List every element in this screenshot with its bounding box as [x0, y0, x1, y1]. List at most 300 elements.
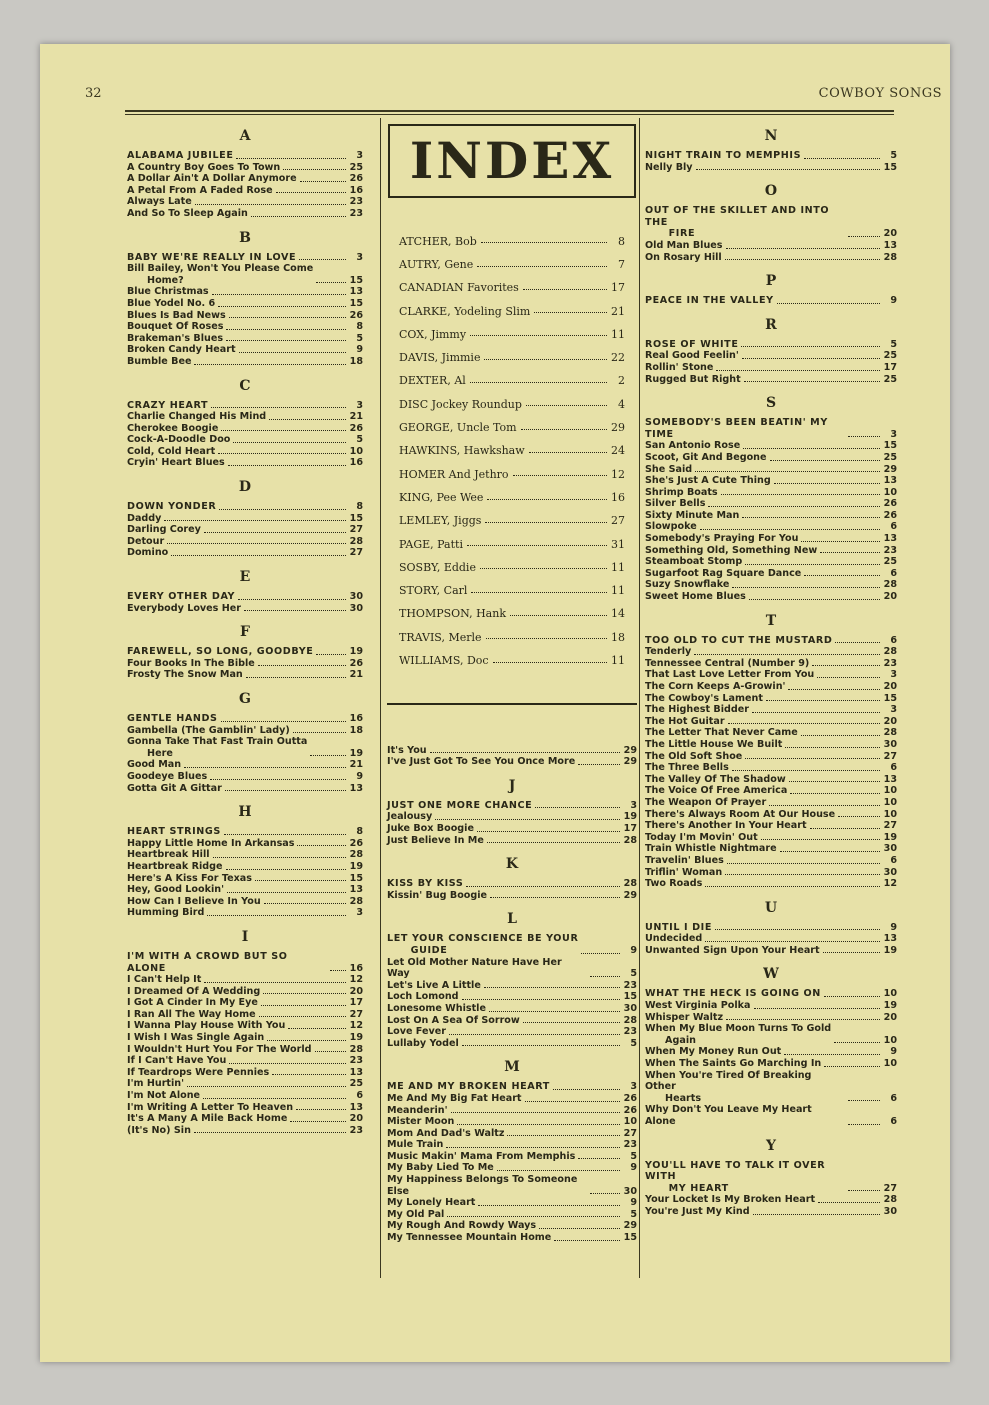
song-entry [127, 591, 363, 603]
artist-entry [387, 573, 637, 596]
song-entry [127, 907, 363, 919]
song-page: 6 [890, 762, 897, 774]
song-entry [645, 1058, 897, 1070]
song-title: Undecided [645, 933, 703, 945]
song-title: Tenderly [645, 646, 692, 658]
song-entry [387, 745, 637, 757]
dot-leader [493, 662, 607, 663]
song-entry [127, 1055, 363, 1067]
song-title: Charlie Changed His Mind [127, 411, 267, 423]
song-page: 28 [883, 646, 897, 658]
song-page: 5 [890, 338, 897, 350]
song-page: 13 [349, 782, 363, 794]
dot-leader [171, 555, 346, 556]
artist-page: 11 [611, 654, 625, 668]
song-page: 3 [356, 150, 363, 161]
song-title: How Can I Believe In You [127, 895, 261, 907]
song-entry [645, 704, 897, 716]
song-page: 20 [349, 985, 363, 997]
song-entry [387, 1026, 637, 1038]
song-entry [127, 457, 363, 469]
song-entry [127, 446, 363, 458]
song-title: YOU'LL HAVE TO TALK IT OVER WITH MY HEART [645, 1159, 826, 1194]
song-entry [645, 252, 897, 264]
song-title: Heartbreak Ridge [127, 860, 223, 872]
song-entry [387, 1197, 637, 1209]
dot-leader [726, 248, 881, 249]
dot-leader [466, 886, 620, 887]
song-entry [645, 751, 897, 763]
song-entry [387, 1128, 637, 1140]
song-title: Somebody's Praying For You [645, 533, 799, 545]
song-entry [127, 725, 363, 737]
song-entry [387, 933, 637, 956]
dot-leader [789, 781, 880, 782]
song-page: 25 [883, 556, 897, 568]
song-page: 25 [883, 451, 897, 463]
dot-leader [784, 1054, 880, 1055]
song-page: 16 [349, 184, 363, 196]
song-page: 6 [890, 634, 897, 646]
dot-leader [823, 952, 880, 953]
song-page: 20 [883, 681, 897, 692]
song-entry [645, 521, 897, 533]
dot-leader [238, 599, 346, 600]
song-page: 20 [883, 591, 897, 603]
dot-leader [457, 1124, 620, 1125]
dot-leader [297, 845, 346, 846]
song-title: ALABAMA JUBILEE [127, 150, 234, 161]
dot-leader [535, 807, 620, 808]
artist-page: 7 [618, 258, 625, 271]
dot-leader [259, 1016, 346, 1017]
song-entry [127, 434, 363, 446]
song-title: And So To Sleep Again [127, 207, 248, 219]
dot-leader [255, 880, 346, 881]
song-entry [127, 400, 363, 412]
song-page: 27 [883, 750, 897, 762]
song-entry [645, 1046, 897, 1058]
song-title: KISS BY KISS [387, 878, 464, 890]
song-page: 27 [623, 1127, 637, 1139]
dot-leader [754, 1008, 880, 1009]
song-entry [127, 986, 363, 998]
song-page: 28 [349, 849, 363, 861]
song-title: Sixty Minute Man [645, 509, 740, 521]
dot-leader [258, 665, 346, 666]
song-title: Happy Little Home In Arkansas [127, 837, 295, 849]
artist-name: THOMPSON, Hank [399, 607, 506, 621]
song-page: 25 [349, 1078, 363, 1090]
dot-leader [224, 834, 346, 835]
song-page: 26 [623, 1092, 637, 1104]
song-entry [645, 568, 897, 580]
song-title: LET YOUR CONSCIENCE BE YOUR GUIDE [387, 933, 579, 956]
artist-entry [387, 340, 637, 363]
dot-leader [296, 1109, 346, 1110]
song-page: 13 [349, 1066, 363, 1078]
song-title: It's You [387, 744, 427, 756]
song-page: 15 [349, 872, 363, 884]
dot-leader [749, 599, 880, 600]
dot-leader [251, 216, 346, 217]
song-entry [387, 1209, 637, 1221]
song-entry [127, 344, 363, 356]
song-page: 15 [883, 692, 897, 704]
dot-leader [529, 452, 607, 453]
dot-leader [226, 340, 346, 341]
dot-leader [727, 863, 880, 864]
song-title: Me And My Big Fat Heart [387, 1092, 522, 1104]
song-entry [645, 362, 897, 374]
song-title: BABY WE'RE REALLY IN LOVE [127, 251, 297, 263]
song-entry [127, 646, 363, 658]
song-entry [387, 1174, 637, 1197]
song-title: The Valley Of The Shadow [645, 773, 786, 785]
song-title: DOWN YONDER [127, 501, 217, 513]
dot-leader [753, 1214, 880, 1215]
artist-name: ATCHER, Bob [399, 234, 477, 248]
song-page: 15 [349, 512, 363, 524]
song-title: She's Just A Cute Thing [645, 475, 771, 487]
song-title: I Can't Help It [127, 974, 202, 986]
song-title: Daddy [127, 512, 162, 524]
song-title: Nelly Bly [645, 161, 693, 173]
song-title: The Highest Bidder [645, 704, 749, 716]
dot-leader [481, 242, 607, 243]
song-page: 10 [883, 1058, 897, 1070]
song-entry [387, 1081, 637, 1093]
song-entry [645, 591, 897, 603]
dot-leader [218, 453, 346, 454]
song-title: Blue Christmas [127, 286, 209, 298]
song-entry [127, 310, 363, 322]
song-title: ROSE OF WHITE [645, 338, 739, 350]
song-page: 3 [356, 251, 363, 263]
song-entry [127, 173, 363, 185]
artist-entry [387, 527, 637, 550]
dot-leader [204, 532, 346, 533]
song-page: 6 [356, 1090, 363, 1102]
dot-leader [523, 1022, 620, 1023]
index-section [387, 911, 637, 1049]
section-letter: C [239, 377, 251, 394]
song-title: When My Money Run Out [645, 1046, 782, 1058]
song-title: HEART STRINGS [127, 826, 221, 838]
index-section [645, 966, 897, 1127]
song-title: The Cowboy's Lament [645, 692, 763, 704]
artist-page: 27 [611, 514, 625, 528]
artist-entry [387, 410, 637, 433]
song-page: 12 [349, 974, 363, 986]
dot-leader [470, 335, 607, 336]
section-letter: F [240, 624, 250, 641]
song-title: Humming Bird [127, 907, 205, 919]
song-entry [127, 783, 363, 795]
song-title: Mule Train [387, 1139, 444, 1151]
dot-leader [725, 259, 880, 260]
dot-leader [824, 996, 880, 997]
song-entry [127, 884, 363, 896]
song-page: 9 [356, 344, 363, 356]
artist-name: KING, Pee Wee [399, 490, 484, 504]
index-section [645, 395, 897, 603]
song-title: Cold, Cold Heart [127, 445, 216, 457]
song-title: The Corn Keeps A-Growin' [645, 681, 786, 692]
song-entry [127, 974, 363, 986]
song-entry [127, 1125, 363, 1137]
song-page: 6 [890, 567, 897, 579]
dot-leader [486, 638, 608, 639]
section-letter: S [765, 395, 777, 412]
song-entry [645, 878, 897, 890]
song-page: 30 [349, 602, 363, 614]
song-entry [387, 1162, 637, 1174]
dot-leader [578, 1158, 620, 1159]
song-title: My Old Pal [387, 1208, 445, 1220]
song-title: Sugarfoot Rag Square Dance [645, 567, 802, 579]
song-entry [387, 1220, 637, 1232]
artist-name: SOSBY, Eddie [399, 560, 476, 574]
song-title: Rollin' Stone [645, 361, 714, 373]
dot-leader [848, 1100, 880, 1101]
artist-name: HOMER And Jethro [399, 467, 509, 481]
dot-leader [788, 689, 880, 690]
song-page: 23 [349, 196, 363, 208]
dot-leader [187, 1086, 346, 1087]
index-section [127, 479, 363, 559]
song-entry [127, 1102, 363, 1114]
song-title: Two Roads [645, 878, 703, 890]
dot-leader [478, 1205, 620, 1206]
artist-list [387, 224, 637, 667]
section-letter: L [507, 911, 517, 928]
section-letter: E [239, 569, 251, 586]
song-page: 17 [623, 823, 637, 835]
section-letter: I [241, 928, 249, 945]
dot-leader [769, 805, 880, 806]
index-section [645, 273, 897, 307]
song-entry [645, 1023, 897, 1046]
artist-page: 14 [611, 607, 625, 621]
dot-leader [497, 1170, 620, 1171]
dot-leader [451, 1112, 620, 1113]
song-page: 3 [890, 669, 897, 681]
song-entry [127, 536, 363, 548]
dot-leader [728, 723, 880, 724]
section-letter: T [765, 612, 777, 629]
song-title: A Petal From A Faded Rose [127, 184, 273, 196]
song-title: Frosty The Snow Man [127, 669, 243, 681]
song-page: 6 [890, 521, 897, 533]
song-page: 20 [883, 1011, 897, 1023]
page-number: 32 [85, 86, 102, 101]
dot-leader [194, 364, 346, 365]
song-entry [645, 1160, 897, 1195]
artist-name: TRAVIS, Merle [399, 630, 482, 644]
song-title: OUT OF THE SKILLET AND INTO THE FIRE [645, 205, 830, 240]
dot-leader [226, 869, 346, 870]
dot-leader [276, 192, 346, 193]
song-entry [645, 350, 897, 362]
song-title: My Tennessee Mountain Home [387, 1232, 552, 1244]
song-title: I'm Not Alone [127, 1090, 201, 1102]
song-entry [387, 957, 637, 980]
artist-page: 2 [618, 374, 625, 388]
dot-leader [744, 381, 880, 382]
dot-leader [218, 306, 346, 307]
index-section [127, 230, 363, 368]
song-title: Why Don't You Leave My Heart Alone [645, 1104, 816, 1127]
dot-leader [487, 842, 620, 843]
song-entry [387, 980, 637, 992]
song-page: 19 [883, 944, 897, 956]
song-entry [387, 835, 637, 847]
song-title: Silver Bells [645, 498, 706, 510]
dot-leader [721, 494, 880, 495]
song-page: 30 [349, 591, 363, 603]
song-title: GENTLE HANDS [127, 713, 218, 724]
song-entry [645, 440, 897, 452]
artist-entry [387, 317, 637, 340]
song-page: 17 [349, 997, 363, 1009]
dot-leader [316, 282, 346, 283]
song-page: 9 [890, 295, 897, 307]
song-title: Loch Lomond [387, 991, 459, 1003]
song-entry [127, 150, 363, 162]
dot-leader [790, 793, 880, 794]
dot-leader [578, 764, 620, 765]
dot-leader [226, 329, 346, 330]
song-title: TOO OLD TO CUT THE MUSTARD [645, 634, 833, 646]
song-entry [645, 487, 897, 499]
song-page: 23 [349, 1055, 363, 1067]
dot-leader [817, 677, 880, 678]
song-entry [127, 162, 363, 174]
song-entry [387, 756, 637, 768]
song-entry [645, 693, 897, 705]
dot-leader [732, 587, 880, 588]
section-letter: N [764, 128, 778, 144]
song-page: 16 [349, 962, 363, 974]
dot-leader [732, 770, 880, 771]
song-entry [127, 997, 363, 1009]
song-title: A Dollar Ain't A Dollar Anymore [127, 173, 297, 185]
song-title: There's Always Room At Our House [645, 808, 836, 820]
song-title: Real Good Feelin' [645, 350, 739, 362]
artist-name: LEMLEY, Jiggs [399, 514, 482, 528]
song-title: Cherokee Boogie [127, 422, 219, 434]
song-page: 29 [883, 463, 897, 475]
section-letter: M [504, 1059, 520, 1076]
song-entry [645, 922, 897, 934]
song-page: 5 [630, 1150, 637, 1162]
song-page: 3 [890, 428, 897, 440]
song-page: 27 [349, 547, 363, 559]
artist-page: 17 [611, 281, 625, 295]
dot-leader [777, 303, 880, 304]
song-title: Detour [127, 535, 165, 547]
song-entry [645, 556, 897, 568]
song-title: Hey, Good Lookin' [127, 884, 225, 896]
song-entry [645, 658, 897, 670]
song-title: You're Just My Kind [645, 1205, 750, 1217]
song-page: 23 [883, 544, 897, 556]
song-page: 19 [349, 646, 363, 658]
dot-leader [705, 886, 880, 887]
song-title: Always Late [127, 196, 192, 208]
dot-leader [695, 471, 880, 472]
dot-leader [316, 654, 346, 655]
dot-leader [770, 460, 880, 461]
dot-leader [484, 987, 620, 988]
song-entry [127, 1009, 363, 1021]
song-entry [645, 295, 897, 307]
dot-leader [820, 552, 880, 553]
dot-leader [526, 405, 607, 406]
index-section [387, 1059, 637, 1243]
dot-leader [696, 169, 880, 170]
song-page: 15 [623, 1232, 637, 1244]
artist-entry [387, 271, 637, 294]
song-title: Meanderin' [387, 1104, 448, 1116]
section-letter: U [764, 899, 778, 916]
dot-leader [221, 721, 346, 722]
song-page: 10 [883, 785, 897, 797]
dot-leader [848, 1124, 880, 1125]
song-page: 27 [883, 820, 897, 832]
song-entry [645, 820, 897, 832]
dot-leader [521, 429, 607, 430]
song-title: Gonna Take That Fast Train Outta Here [127, 736, 308, 759]
song-title: Let Old Mother Nature Have Her Way [387, 956, 566, 980]
song-page: 20 [349, 1113, 363, 1125]
artist-name: HAWKINS, Hawkshaw [399, 444, 525, 458]
song-title: The Little House We Built [645, 738, 783, 750]
dot-leader [700, 529, 880, 530]
dot-leader [810, 828, 880, 829]
song-entry [127, 547, 363, 559]
song-entry [127, 423, 363, 435]
column-divider [639, 118, 640, 1278]
song-entry [127, 356, 363, 368]
artist-name: COX, Jimmy [399, 327, 467, 341]
index-section [387, 745, 637, 768]
artist-entry [387, 550, 637, 573]
song-title: There's Another In Your Heart [645, 820, 807, 832]
song-entry [127, 736, 363, 759]
song-entry [645, 1012, 897, 1024]
song-title: Slowpoke [645, 521, 697, 533]
index-section [127, 569, 363, 614]
section-letter: B [239, 229, 251, 246]
artist-entry [387, 294, 637, 317]
song-page: 18 [349, 724, 363, 736]
song-entry [127, 196, 363, 208]
song-page: 9 [890, 1046, 897, 1058]
song-title: NIGHT TRAIN TO MEMPHIS [645, 150, 802, 161]
song-entry [387, 1093, 637, 1105]
song-page: 28 [349, 535, 363, 547]
song-page: 28 [623, 878, 637, 890]
index-section [127, 624, 363, 681]
dot-leader [184, 767, 346, 768]
artist-name: DEXTER, Al [399, 374, 466, 388]
song-title: Suzy Snowflake [645, 579, 730, 591]
dot-leader [267, 1040, 346, 1041]
song-entry [645, 475, 897, 487]
song-title: It's A Many A Mile Back Home [127, 1113, 288, 1125]
